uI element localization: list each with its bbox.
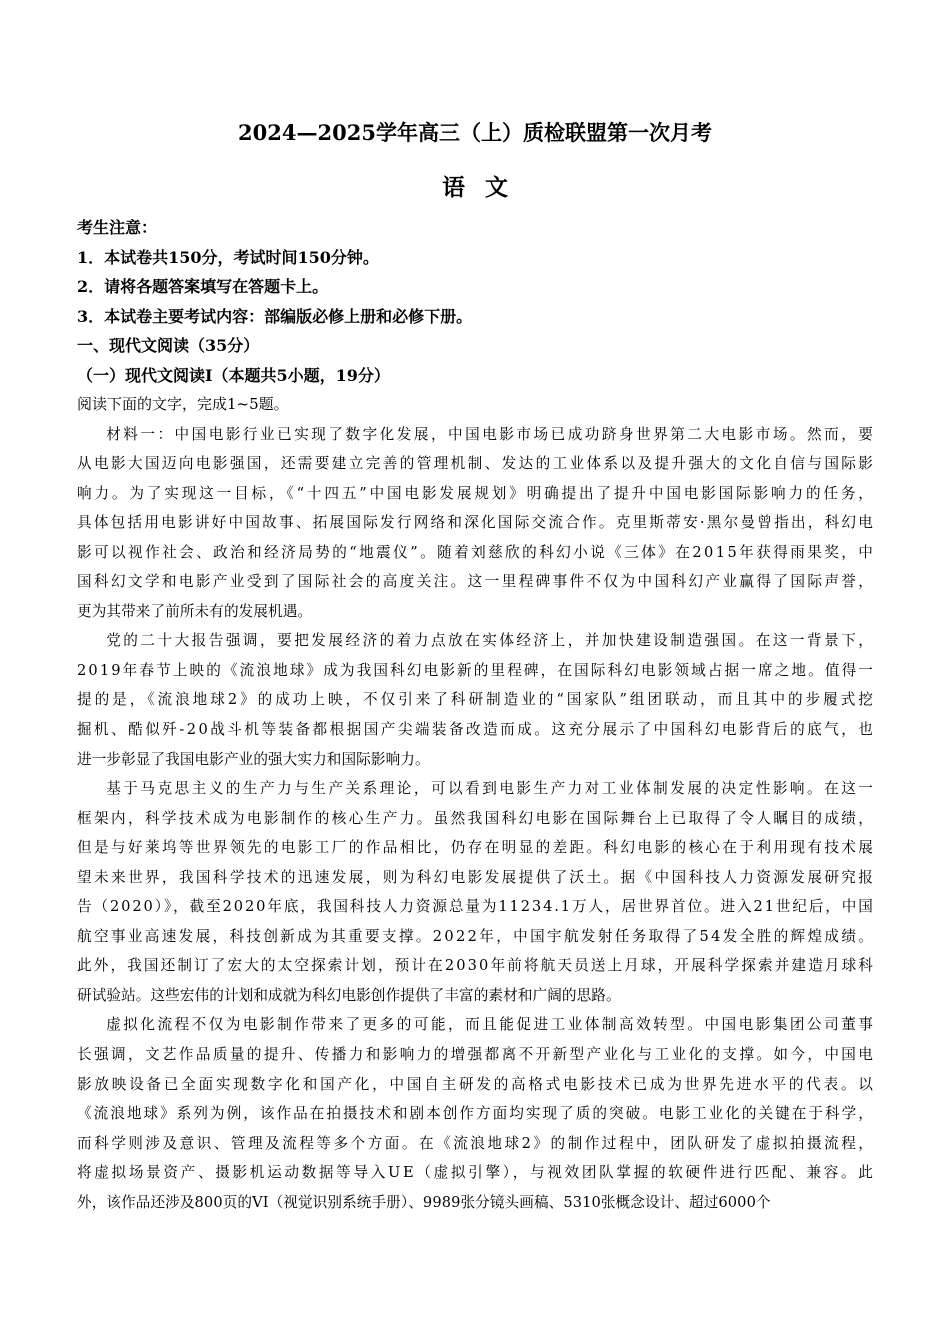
- article-body: [77, 420, 876, 1218]
- paragraph-line: 《流浪地球》系列为例，该作品在拍摄技术和剧本创作方面均实现了质的突破。电影工业化的关键在于科学，: [77, 1105, 875, 1123]
- paragraph-line: 而科学则涉及意识、管理及流程等多个方面。在《流浪地球2》的制作过程中，团队研发了虚拟拍摄流程，: [77, 1134, 876, 1152]
- paragraph-line: 更为其带来了前所未有的发展机遇。: [77, 602, 313, 620]
- notice-item-3: 3．本试卷主要考试内容：部编版必修上册和必修下册。: [77, 306, 473, 326]
- reading-instruction: 阅读下面的文字，完成1~5题。: [77, 395, 289, 413]
- paragraph-line: 但是与好莱坞等世界领先的电影工厂的作品相比，仍存在明显的差距。科幻电影的核心在于利用现有技术展: [77, 839, 876, 857]
- notice-item-1: 1．本试卷共150分，考试时间150分钟。: [77, 247, 379, 267]
- paragraph-line: 基于马克思主义的生产力与生产关系理论，可以看到电影生产力对工业体制发展的决定性影响。在这一: [106, 780, 876, 798]
- notice-heading: 考生注意：: [77, 218, 158, 237]
- paragraph-line: 提的是，《流浪地球2》的成功上映，不仅引来了科研制造业的“国家队”组团联动，而且其中的步履式挖: [77, 691, 876, 709]
- section-heading: 一、现代文阅读（35分）: [77, 336, 260, 355]
- subject-title: 语文: [442, 174, 528, 201]
- paragraph-line: 长强调，文艺作品质量的提升、传播力和影响力的增强都离不开新型产业化与工业化的支撑。如今，中国电: [77, 1045, 876, 1063]
- paragraph-line: 外，该作品还涉及800页的VI（视觉识别系统手册）、9989张分镜头画稿、5310张概念设计、超过6000个: [77, 1193, 771, 1211]
- paragraph-line: 告（2020）》，截至2020年底，我国科技人力资源总量为11234.1万人，居世界首位。进入21世纪后，中国: [77, 898, 875, 916]
- paragraph-line: 党的二十大报告强调，要把发展经济的着力点放在实体经济上，并加快建设制造强国。在这一背景下，: [106, 632, 876, 650]
- paragraph-line: 将虚拟场景资产、摄影机运动数据等导入UE（虚拟引擎），与视效团队掌握的软硬件进行匹配、兼容。此: [77, 1164, 876, 1182]
- paragraph-line: 此外，我国还制订了宏大的太空探索计划，预计在2030年前将航天员送上月球，开展科学探索并建造月球科: [77, 957, 876, 975]
- paragraph-line: 影可以视作社会、政治和经济局势的“地震仪”。随着刘慈欣的科幻小说《三体》在2015年获得雨果奖，中: [77, 543, 876, 561]
- article-paragraph-1: [77, 420, 876, 627]
- article-paragraph-3: [77, 774, 876, 1010]
- paragraph-line: 具体包括用电影讲好中国故事、拓展国际发行网络和深化国际交流合作。克里斯蒂安·黑尔曼曾指出，科幻电: [77, 514, 876, 532]
- subsection-heading: （一）现代文阅读Ⅰ（本题共5小题，19分）: [77, 365, 390, 385]
- paragraph-line: 2019年春节上映的《流浪地球》成为我国科幻电影新的里程碑，在国际科幻电影领域占据一席之地。值得一: [77, 661, 876, 679]
- paragraph-line: 响力。为了实现这一目标，《“十四五”中国电影发展规划》明确提出了提升中国电影国际影响力的任务，: [77, 484, 876, 502]
- paragraph-line: 航空事业高速发展，科技创新成为其重要支撑。2022年，中国宇航发射任务取得了54发全胜的辉煌成绩。: [77, 927, 876, 945]
- paragraph-line: 望未来世界，我国科学技术的迅速发展，则为科幻电影发展提供了沃土。据《中国科技人力资源发展研究报: [77, 868, 876, 886]
- exam-title: 2024—2025学年高三（上）质检联盟第一次月考: [238, 120, 712, 145]
- paragraph-line: 材料一：中国电影行业已实现了数字化发展，中国电影市场已成功跻身世界第二大电影市场。然而，要: [106, 425, 876, 443]
- paragraph-line: 框架内，科学技术成为电影制作的核心生产力。虽然我国科幻电影在国际舞台上已取得了令人瞩目的成绩，: [77, 809, 876, 827]
- paragraph-line: 掘机、酷似歼-20战斗机等装备都根据国产尖端装备改造而成。这充分展示了中国科幻电影背后的底气，也: [77, 720, 876, 738]
- article-paragraph-2: [77, 626, 876, 774]
- paragraph-line: 影放映设备已全面实现数字化和国产化，中国自主研发的高格式电影技术已成为世界先进水平的代表。以: [77, 1075, 876, 1093]
- article-paragraph-4: [77, 1010, 876, 1217]
- paragraph-line: 从电影大国迈向电影强国，还需要建立完善的管理机制、发达的工业体系以及提升强大的文化自信与国际影: [77, 455, 876, 473]
- paragraph-line: 虚拟化流程不仅为电影制作带来了更多的可能，而且能促进工业体制高效转型。中国电影集团公司董事: [106, 1016, 876, 1034]
- paragraph-line: 进一步彰显了我国电影产业的强大实力和国际影响力。: [77, 750, 430, 768]
- paragraph-line: 研试验站。这些宏伟的计划和成就为科幻电影创作提供了丰富的素材和广阔的思路。: [77, 986, 621, 1004]
- paragraph-line: 国科幻文学和电影产业受到了国际社会的高度关注。这一里程碑事件不仅为中国科幻产业赢得了国际声誉，: [77, 573, 876, 591]
- exam-page: [77, 118, 876, 1217]
- notice-item-2: 2．请将各题答案填写在答题卡上。: [77, 277, 329, 296]
